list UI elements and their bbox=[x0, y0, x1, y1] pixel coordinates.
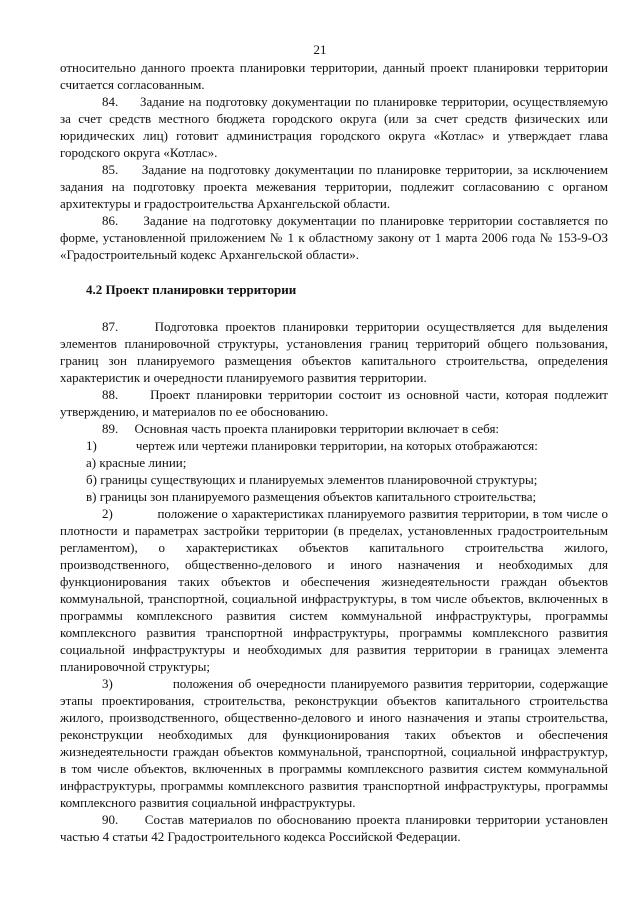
list-item-2: 2) положение о характеристиках планируемого развития территории, в том числе о плотности и параметрах застройки территории (в пределах, установленных градостроительным регламентом), о характеристиках объектов капитального строительства жилого, производственного, общественно-делового и иного назначения и необходимых для функционирования таких объектов и обеспечения жизнедеятельности граждан объектов коммунальной, транспортной, социальной инфраструктуры, в том числе объектов, включенных в программы комплексного развития систем коммунальной инфраструктуры, программы комплексного развития транспортной инфраструктуры, программы комплексного развития социальной инфраструктуры и необходимых для развития территории в границах элемента планировочной структуры; bbox=[60, 506, 608, 674]
paragraph-88: 88. Проект планировки территории состоит из основной части, которая подлежит утверждению, и материалов по ее обоснованию. bbox=[60, 387, 608, 419]
paragraph-87: 87. Подготовка проектов планировки территории осуществляется для выделения элементов планировочной структуры, установления границ территорий общего пользования, границ зон планируемого размещения объектов капитального строительства, определения характеристик и очередности планируемого развития территории. bbox=[60, 319, 608, 385]
paragraph-continuation: относительно данного проекта планировки территории, данный проект планировки территории считается согласованным. bbox=[60, 60, 608, 92]
page-number: 21 bbox=[313, 42, 327, 57]
paragraph-84: 84. Задание на подготовку документации по планировке территории, осуществляемую за счет средств местного бюджета городского округа (или за счет средств физических или юридических лиц) готовит администрация городского округа «Котлас» и утверждает глава городского округа «Котлас». bbox=[60, 94, 608, 160]
paragraph-86: 86. Задание на подготовку документации по планировке территории составляется по форме, установленной приложением № 1 к областному закону от 1 марта 2006 года № 153-9-ОЗ «Градостроительный кодекс Архангельской области». bbox=[60, 213, 608, 262]
paragraph-85: 85. Задание на подготовку документации по планировке территории, за исключением задания на подготовку проекта межевания территории, подлежит согласованию с органом архитектуры и градостроительства Архангельской области. bbox=[60, 162, 608, 211]
paragraph-89: 89. Основная часть проекта планировки территории включает в себя: bbox=[102, 421, 500, 436]
document-body bbox=[60, 59, 608, 845]
list-item-3: 3) положения об очередности планируемого развития территории, содержащие этапы проектирования, строительства, реконструкции объектов капитального строительства жилого, производственного, общественно-делового и иного назначения и этапы строительства, реконструкции необходимых для функционирования таких объектов и обеспечения жизнедеятельности граждан объектов коммунальной, транспортной, социальной инфраструктур, в том числе объектов, включенных в программы комплексного развития систем коммунальной инфраструктуры, программы комплексного развития транспортной инфраструктуры, программы комплексного развития социальной инфраструктуры. bbox=[60, 676, 608, 810]
list-item-1a: а) красные линии; bbox=[86, 455, 187, 470]
list-item-1b: б) границы существующих и планируемых элементов планировочной структуры; bbox=[86, 472, 538, 487]
list-item-1: 1) чертеж или чертежи планировки территории, на которых отображаются: bbox=[86, 438, 538, 453]
list-item-1c: в) границы зон планируемого размещения объектов капитального строительства; bbox=[86, 489, 537, 504]
section-heading: 4.2 Проект планировки территории bbox=[86, 282, 297, 297]
paragraph-90: 90. Состав материалов по обоснованию проекта планировки территории установлен частью 4 статьи 42 Градостроительного кодекса Российской Федерации. bbox=[60, 812, 608, 844]
